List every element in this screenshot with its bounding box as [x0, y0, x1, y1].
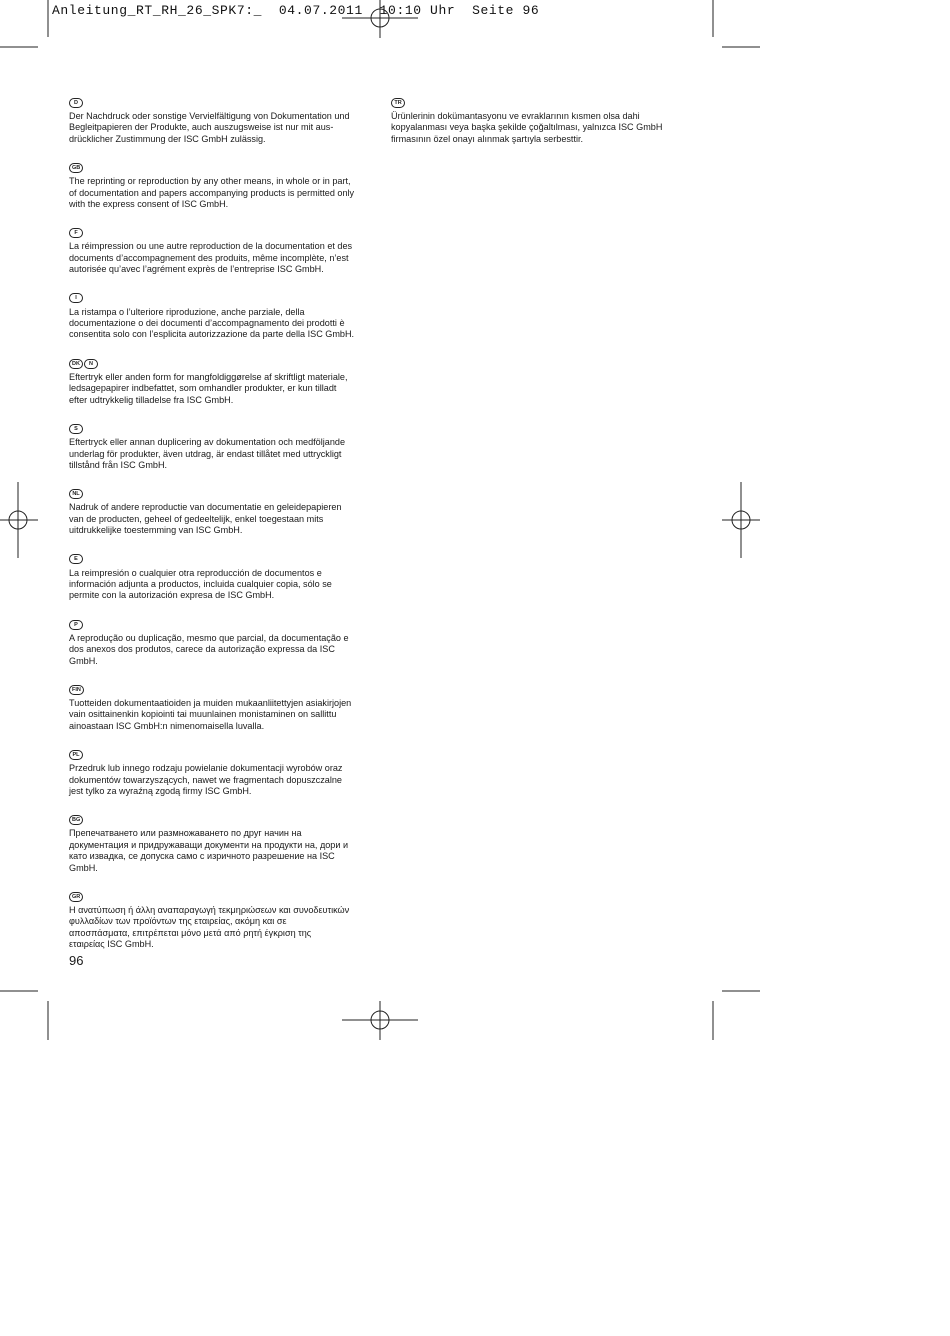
notice-text: Eftertryck eller annan duplicering av dokumentation och medföljande underlag för produkter, även utdrag, är endast tillåtet med uttryckligt tillstånd från ISC GmbH. [69, 437, 346, 470]
section-nl [69, 485, 373, 536]
country-code-badge: BG [69, 815, 83, 825]
section-de [69, 94, 373, 145]
notice-text: Przedruk lub innego rodzaju powielanie dokumentacji wyrobów oraz dokumentów towarzyszących, nawet we fragmentach dopuszczalne jest tylko za wyraźną zgodą firmy ISC GmbH. [69, 763, 343, 796]
print-slug-line: Anleitung_RT_RH_26_SPK7:_ 04.07.2011 10:10 Uhr Seite 96 [52, 3, 540, 18]
country-code-badge: GR [69, 892, 83, 902]
notice-text: Nadruk of andere reproductie van documentatie en geleidepapieren van de producten, geheel of gedeeltelijk, enkel toegestaan mits uitdrukkelijke toestemming van ISC GmbH. [69, 502, 342, 536]
left-text-column [69, 94, 373, 965]
country-code-badge: N [84, 359, 98, 369]
notice-text: Der Nachdruck oder sonstige Vervielfältigung von Dokumentation und Begleitpapieren der Produkte, auch auszugsweise ist nur mit aus- drücklicher Zustimmung der ISC GmbH zulässig. [69, 111, 350, 144]
notice-text: Η ανατύπωση ή άλλη αναπαραγωγή τεκμηριώσεων και συνοδευτικών φυλλαδίων των προϊόντων της εταιρείας, ακόμη και σε αποσπάσματα, επιτρέπεται μόνο μετά από ρητή έγκριση της εταιρείας ISC GmbH. [69, 905, 350, 950]
notice-text: Eftertryk eller anden form for mangfoldiggørelse af skriftligt materiale, ledsagepapirer indbefattet, som omhandler produkter, er kun tilladt efter udtrykkelig tilladelse fra ISC GmbH. [69, 371, 348, 405]
notice-text: La réimpression ou une autre reproduction de la documentation et des documents d’accompagnement des produits, même incomplète, n’est autorisée qu’avec l’agrément exprès de l’entreprise ISC GmbH. [69, 241, 353, 275]
notice-text: Tuotteiden dokumentaatioiden ja muiden mukaanliitettyjen asiakirjojen vain osittainenkin kopiointi tai muunlainen monistaminen on sallittu ainoastaan ISC GmbH:n nimenomaisella luvalla. [69, 697, 352, 731]
country-code-badge: I [69, 293, 83, 303]
section-es [69, 551, 373, 602]
notice-text: Ürünlerinin dokümantasyonu ve evraklarının kısmen olsa dahi kopyalanması veya başka şekilde çoğaltılması, yalnızca ISC GmbH firmasının özel onayı alınmak şartıyla serbesttir. [391, 111, 663, 144]
section-gr [69, 888, 373, 951]
notice-text: La reimpresión o cualquier otra reproducción de documentos e información adjunta a productos, incluida cualquier copia, sólo se permite con la autorización expresa de ISC GmbH. [69, 567, 332, 601]
country-code-badge: NL [69, 489, 83, 499]
section-fr [69, 224, 373, 275]
page-number: 96 [69, 953, 84, 968]
country-code-badge: DK [69, 359, 83, 369]
section-bg [69, 811, 373, 874]
country-code-badge: E [69, 554, 83, 564]
country-code-badge: TR [391, 98, 405, 108]
section-pl [69, 746, 373, 797]
right-text-column [391, 94, 695, 159]
country-code-badge: F [69, 228, 83, 238]
section-it [69, 290, 373, 341]
section-pt [69, 616, 373, 667]
notice-text: Препечатването или размножаването по друг начин на документация и придружаващи документи на продукти на, дори и като извадка, се допуска само с изричното разрешение на ISC GmbH. [69, 828, 349, 873]
notice-text: The reprinting or reproduction by any other means, in whole or in part, of documentation and papers accompanying products is permitted only with the express consent of ISC GmbH. [69, 176, 355, 210]
notice-text: A reprodução ou duplicação, mesmo que parcial, da documentação e dos anexos dos produtos, carece da autorização expressa da ISC GmbH. [69, 632, 349, 666]
country-code-badge: P [69, 620, 83, 630]
section-se [69, 420, 373, 471]
section-tr [391, 94, 695, 145]
country-code-badge: GB [69, 163, 83, 173]
country-code-badge: S [69, 424, 83, 434]
section-fi [69, 681, 373, 732]
country-code-badge: D [69, 98, 83, 108]
country-code-badge: PL [69, 750, 83, 760]
notice-text: La ristampa o l’ulteriore riproduzione, anche parziale, della documentazione o dei documenti d’accompagnamento dei prodotti è consentita solo con l’esplicita autorizzazione da parte della ISC GmbH. [69, 306, 355, 340]
section-dk-n [69, 355, 373, 406]
country-code-badge: FIN [69, 685, 84, 695]
section-gb [69, 159, 373, 210]
